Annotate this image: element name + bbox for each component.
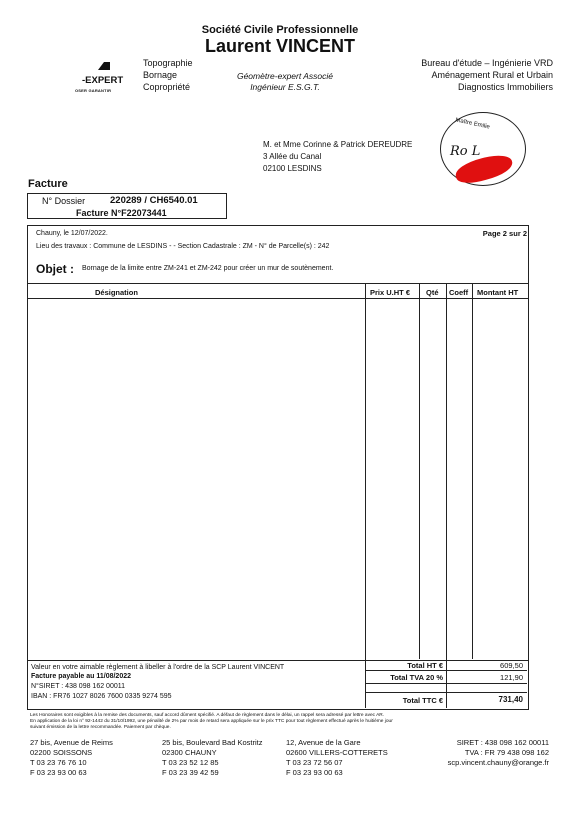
totals-line-3	[365, 692, 527, 693]
logo-text: -EXPERT	[82, 75, 124, 86]
legal-line-3: suivant émission de la lettre recommandée. Paiement par chèque.	[30, 725, 171, 730]
service-topographie: Topographie	[143, 58, 193, 68]
footer-soissons-line-3: T 03 23 76 76 10	[30, 758, 87, 767]
location-line: Lieu des travaux : Commune de LESDINS - - Section Cadastrale : ZM - N° de Parcelle(s) : 242	[36, 243, 330, 250]
footer-chauny-line-1: 25 bis, Boulevard Bad Kostritz	[162, 738, 263, 747]
col-header-coeff: Coeff	[449, 288, 469, 297]
footer-soissons	[30, 738, 113, 778]
legal-line-2: En application de la loi n° 92-1442 du 31/10/1992, une pénalité de 2% par mois de retard sera appliquée sur le prix TTC pour tout règlement effectué après le huitième jour	[30, 719, 393, 724]
bureau-line-1: Bureau d'étude – Ingénierie VRD	[421, 58, 553, 68]
footer-villers-line-1: 12, Avenue de la Gare	[286, 738, 361, 747]
footer-soissons-line-4: F 03 23 93 00 63	[30, 768, 87, 777]
tva-value: 121,90	[500, 673, 523, 682]
geometre-title: Géomètre-expert Associé	[236, 71, 334, 81]
footer-villers-line-2: 02600 VILLERS-COTTERETS	[286, 748, 388, 757]
footer-chauny-line-3: T 03 23 52 12 85	[162, 758, 219, 767]
legal-line-1: Les Honoraires sont exigibles à la remise des documents, sauf accord dûment spécifié. A défaut de règlement dans le délai, un rappel sera adressé par lettre avec AR.	[30, 713, 385, 718]
service-copropriete: Copropriété	[143, 82, 191, 92]
payment-line-2: Facture payable au 11/08/2022	[31, 673, 132, 680]
dossier-value: 220289 / CH6540.01	[110, 195, 198, 206]
page-number: Page 2 sur 2	[482, 229, 527, 238]
objet-text: Bornage de la limite entre ZM-241 et ZM-242 pour créer un mur de soutènement.	[82, 265, 334, 272]
footer-siret: SIRET : 438 098 162 00011	[456, 738, 549, 747]
totals-line-1	[365, 670, 527, 671]
col-header-montant: Montant HT	[477, 288, 519, 297]
payment-line-4: IBAN : FR76 1027 8026 7600 0335 9274 595	[31, 693, 172, 700]
total-ht-label: Total HT €	[407, 661, 443, 670]
payment-line-1: Valeur en votre aimable règlement à libeller à l'ordre de la SCP Laurent VINCENT	[31, 664, 285, 671]
footer-chauny-line-2: 02300 CHAUNY	[162, 748, 217, 757]
footer-villers-line-4: F 03 23 93 00 63	[286, 768, 343, 777]
footer-villers	[286, 738, 388, 778]
client-city: 02100 LESDINS	[263, 164, 322, 173]
table-header-underline	[27, 298, 529, 299]
ttc-label: Total TTC €	[402, 696, 443, 705]
col-divider-montant	[472, 284, 473, 659]
total-ht-value: 609,50	[500, 661, 523, 670]
logo-subtext: OSER GARANTIR	[75, 88, 112, 93]
service-bornage: Bornage	[143, 70, 178, 80]
dossier-label: N° Dossier	[42, 196, 86, 206]
footer-email: scp.vincent.chauny@orange.fr	[447, 758, 549, 767]
col-header-designation: Désignation	[95, 288, 138, 297]
company-name: Laurent VINCENT	[204, 36, 355, 56]
legal-notice	[30, 713, 530, 731]
footer-tva: TVA : FR 79 438 098 162	[464, 748, 549, 757]
stamp-signature: Ro L	[450, 144, 481, 159]
col-divider-prix	[365, 284, 366, 659]
client-address: 3 Allée du Canal	[263, 152, 322, 161]
client-name: M. et Mme Corinne & Patrick DEREUDRE	[263, 140, 413, 149]
footer-chauny-line-4: F 03 23 39 42 59	[162, 768, 219, 777]
facture-title: Facture	[28, 178, 68, 190]
facture-number: Facture N°F22073441	[76, 208, 167, 218]
bureau-line-2: Aménagement Rural et Urbain	[431, 70, 553, 80]
objet-label: Objet :	[36, 262, 74, 276]
col-header-prix: Prix U.HT €	[370, 288, 411, 297]
col-divider-coeff	[446, 284, 447, 659]
ttc-value: 731,40	[498, 695, 523, 704]
col-divider-qte	[419, 284, 420, 659]
logo-triangle-icon	[98, 62, 110, 70]
footer-soissons-line-2: 02200 SOISSONS	[30, 748, 93, 757]
payment-line-3: N°SIRET : 438 098 162 00011	[31, 683, 125, 690]
footer-legal-ids	[448, 738, 549, 768]
footer-villers-line-3: T 03 23 72 56 07	[286, 758, 343, 767]
stamp-text: Maître Emilie	[454, 117, 491, 131]
col-header-qte: Qté	[426, 288, 439, 297]
date-line: Chauny, le 12/07/2022.	[36, 230, 108, 237]
info-divider	[27, 283, 529, 284]
footer-chauny	[162, 738, 262, 778]
footer-soissons-line-1: 27 bis, Avenue de Reims	[30, 738, 113, 747]
bureau-line-3: Diagnostics Immobiliers	[457, 82, 553, 92]
tva-label: Total TVA 20 %	[390, 673, 443, 682]
totals-line-2	[365, 683, 527, 684]
company-type: Société Civile Professionnelle	[201, 24, 359, 36]
ingenieur-title: Ingénieur E.S.G.T.	[250, 82, 320, 92]
